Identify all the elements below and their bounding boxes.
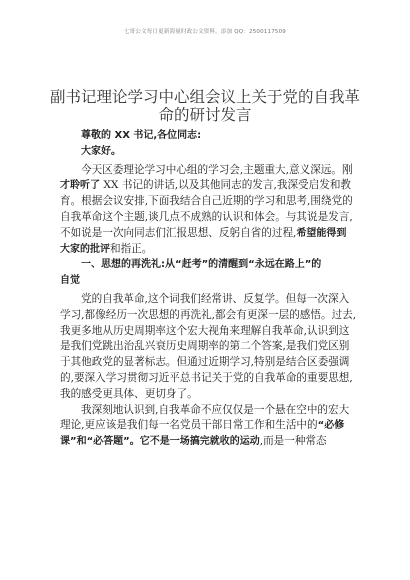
title-line-1: 副书记理论学习中心组会议上关于党的自我革	[49, 88, 360, 106]
heading-line: 一、思想的再洗礼:从“赶考”的清醒到“永远在路上”的	[81, 259, 322, 271]
text-line	[60, 226, 360, 242]
text-line: 于其他政党的显著标志。但通过近期学习,特别是结合区委强调	[60, 356, 350, 369]
text-line: 我的感受更具体、更切身了。	[60, 387, 198, 400]
bold-text: 才聆听了	[60, 180, 100, 192]
bold-text: 大家的批评	[60, 243, 110, 255]
text-span: 和指正。	[110, 242, 153, 255]
text-line: 今天区委理论学习中心组的学习会,主题重大,意义深远。刚	[81, 163, 353, 176]
paragraph-3	[60, 403, 360, 450]
paragraph-2	[60, 292, 360, 403]
heading-line: 自觉	[60, 275, 80, 287]
bold-text: “必修	[317, 420, 345, 432]
text-line: 是我们党跳出治乱兴衰历史周期率的第二个答案,是我们党区别	[60, 340, 350, 353]
text-line: 自我革命这个主题,谈几点不成熟的认识和体会。与其说是发言,	[60, 210, 353, 223]
text-line: 我深刻地认识到,自我革命不应仅仅是一个悬在空中的宏大	[81, 403, 350, 416]
document-title	[40, 88, 370, 124]
text-line	[60, 434, 360, 450]
text-line: 的,要深入学习贯彻习近平总书记关于党的自我革命的重要思想,	[60, 371, 353, 384]
text-line	[60, 178, 360, 194]
text-line	[60, 242, 360, 258]
text-line: 学习,都像经历一次思想的再洗礼,都会有更深一层的感悟。过去,	[60, 308, 357, 321]
bold-text: 希望能得到	[296, 227, 347, 239]
text-line: 育。根据会议安排,下面我结合自己近期的学习和思考,围绕党的	[60, 195, 353, 208]
text-line	[60, 418, 360, 434]
document-body	[60, 128, 360, 450]
salutation: 尊敬的 XX 书记,各位同志:	[81, 130, 202, 141]
text-span: XX 书记的讲话,以及其他同志的发言,我深受启发和教	[100, 179, 352, 192]
title-line-2: 命的研讨发言	[158, 106, 252, 124]
bold-text: 课”和“必答题”	[60, 436, 130, 448]
text-line: 党的自我革命,这个词我们经常讲、反复学。但每一次深入	[81, 292, 350, 305]
text-span: 不如说是一次向同志们汇报思想、反躬自省的过程,	[60, 226, 297, 239]
greeting: 大家好。	[81, 145, 121, 157]
bold-text: 。它不是一场搞完就收的运动	[129, 436, 260, 448]
paragraph-1	[60, 163, 360, 258]
text-line: 我更多地从历史周期率这个宏大视角来理解自我革命,认识到这	[60, 324, 350, 337]
section-heading-1	[60, 257, 360, 289]
text-span: ,而是一种常态	[259, 435, 327, 448]
text-span: 理论,更应该是我们每一名党员干部日常工作和生活中的	[60, 419, 318, 432]
header-note: 七哥公文每日更新海量时政公文资料，添加 QQ：2500117509	[123, 29, 286, 35]
